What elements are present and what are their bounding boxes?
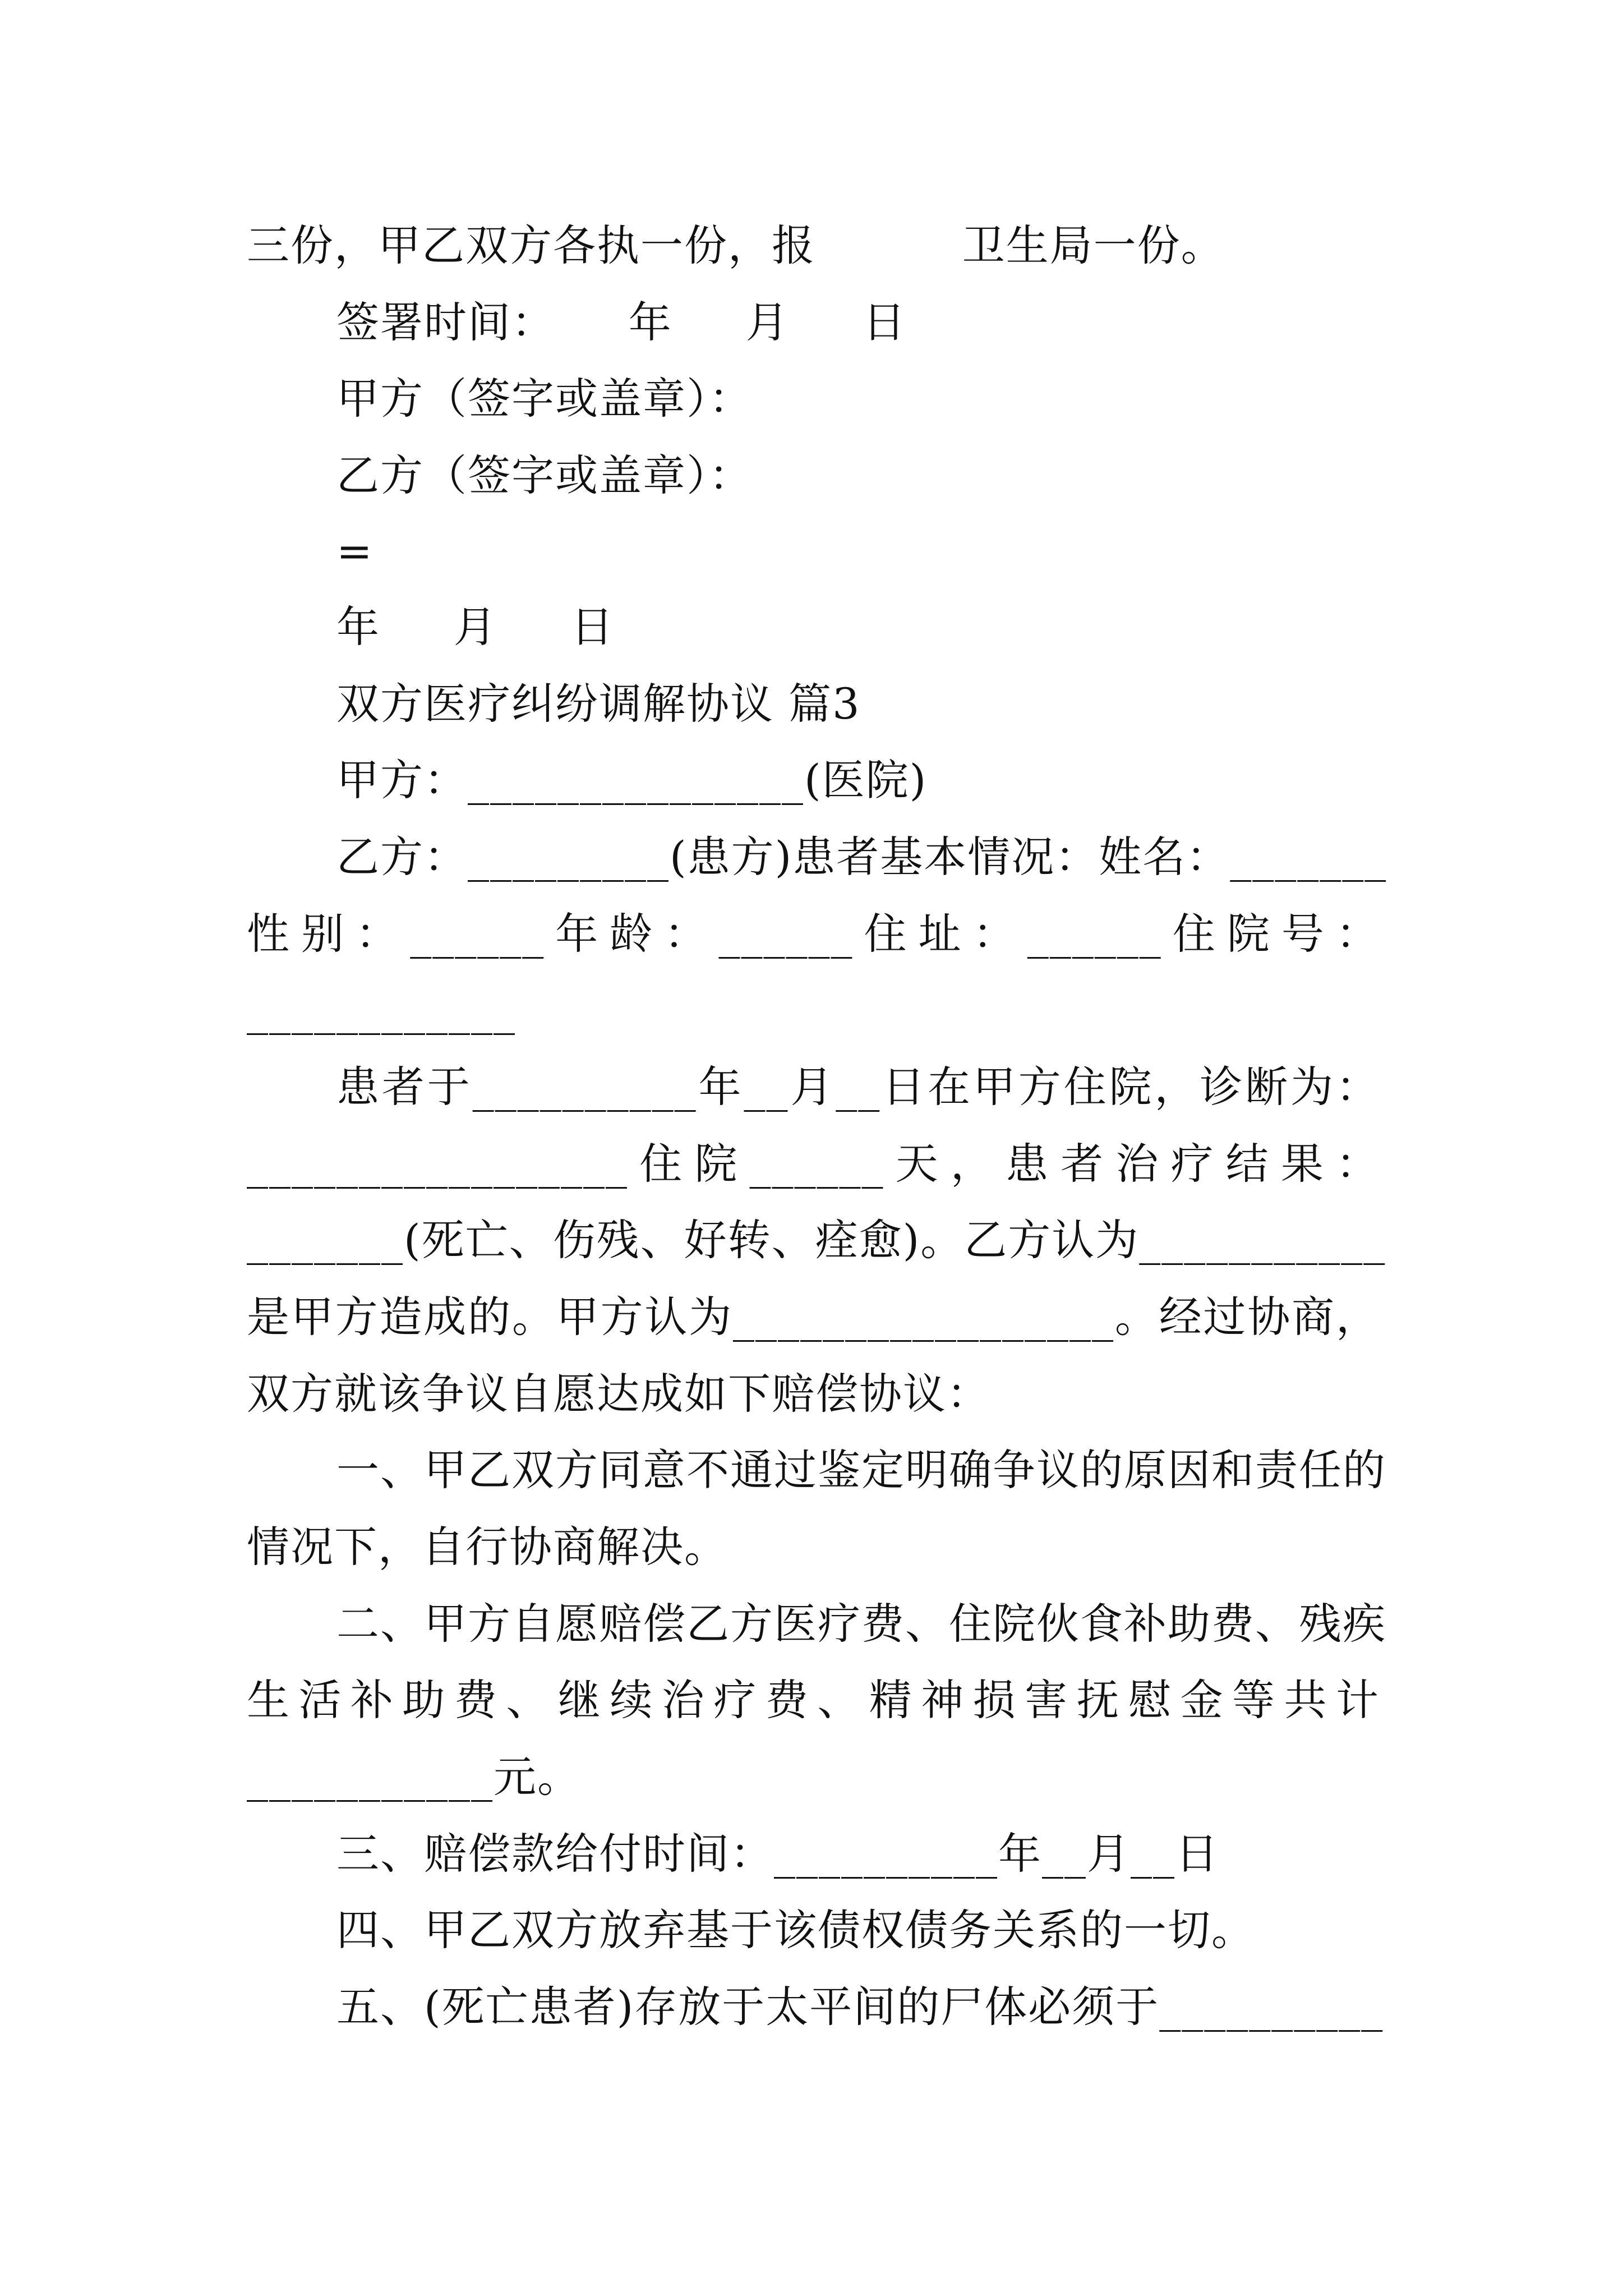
admission-line: 患者于__________年__月__日在甲方住院，诊断为： — [336, 1062, 1380, 1112]
clause-2-line-3: ___________元。 — [247, 1752, 581, 1802]
party-b-signature-line: 乙方（签字或盖章）： — [336, 450, 753, 500]
admission-number-blank: ____________ — [247, 985, 516, 1035]
clause-1-line-2: 情况下，自行协商解决。 — [247, 1522, 728, 1572]
section-title: 双方医疗纠纷调解协议 篇3 — [336, 679, 861, 729]
party-a-line: 甲方：_______________(医院) — [336, 755, 928, 805]
clause-3: 三、赔偿款给付时间：__________年__月__日 — [336, 1829, 1219, 1879]
clause-4: 四、甲乙双方放弃基于该债权债务关系的一切。 — [336, 1905, 1255, 1955]
clause-1-line-1: 一、甲乙双方同意不通过鉴定明确争议的原因和责任的 — [336, 1445, 1386, 1495]
clause-2-line-1: 二、甲方自愿赔偿乙方医疗费、住院伙食补助费、残疾 — [336, 1599, 1386, 1649]
signing-date-line: 签署时间： 年 月 日 — [336, 297, 907, 347]
responsibility-line: 是甲方造成的。甲方认为_________________。经过协商， — [247, 1292, 1380, 1342]
hospital-stay-line: _________________住院______天，患者治疗结果： — [247, 1139, 1380, 1189]
equals-mark: = — [336, 526, 374, 576]
outcome-line: _______(死亡、伤残、好转、痊愈)。乙方认为___________ — [247, 1215, 1386, 1265]
party-a-signature-line: 甲方（签字或盖章）： — [336, 374, 753, 424]
date-line: 年 月 日 — [336, 602, 615, 652]
clause-5: 五、(死亡患者)存放于太平间的尸体必须于__________ — [336, 1982, 1384, 2032]
patient-info-line: 性别：______年龄：______住址：______住院号： — [247, 909, 1380, 959]
party-b-line: 乙方：_________(患方)患者基本情况：姓名：_______ — [336, 832, 1387, 882]
clause-2-line-2: 生活补助费、继续治疗费、精神损害抚慰金等共计 — [247, 1675, 1380, 1725]
agreement-intro: 双方就该争议自愿达成如下赔偿协议： — [247, 1369, 990, 1419]
text-line-1: 三份，甲乙双方各执一份，报 卫生局一份。 — [247, 220, 1225, 270]
